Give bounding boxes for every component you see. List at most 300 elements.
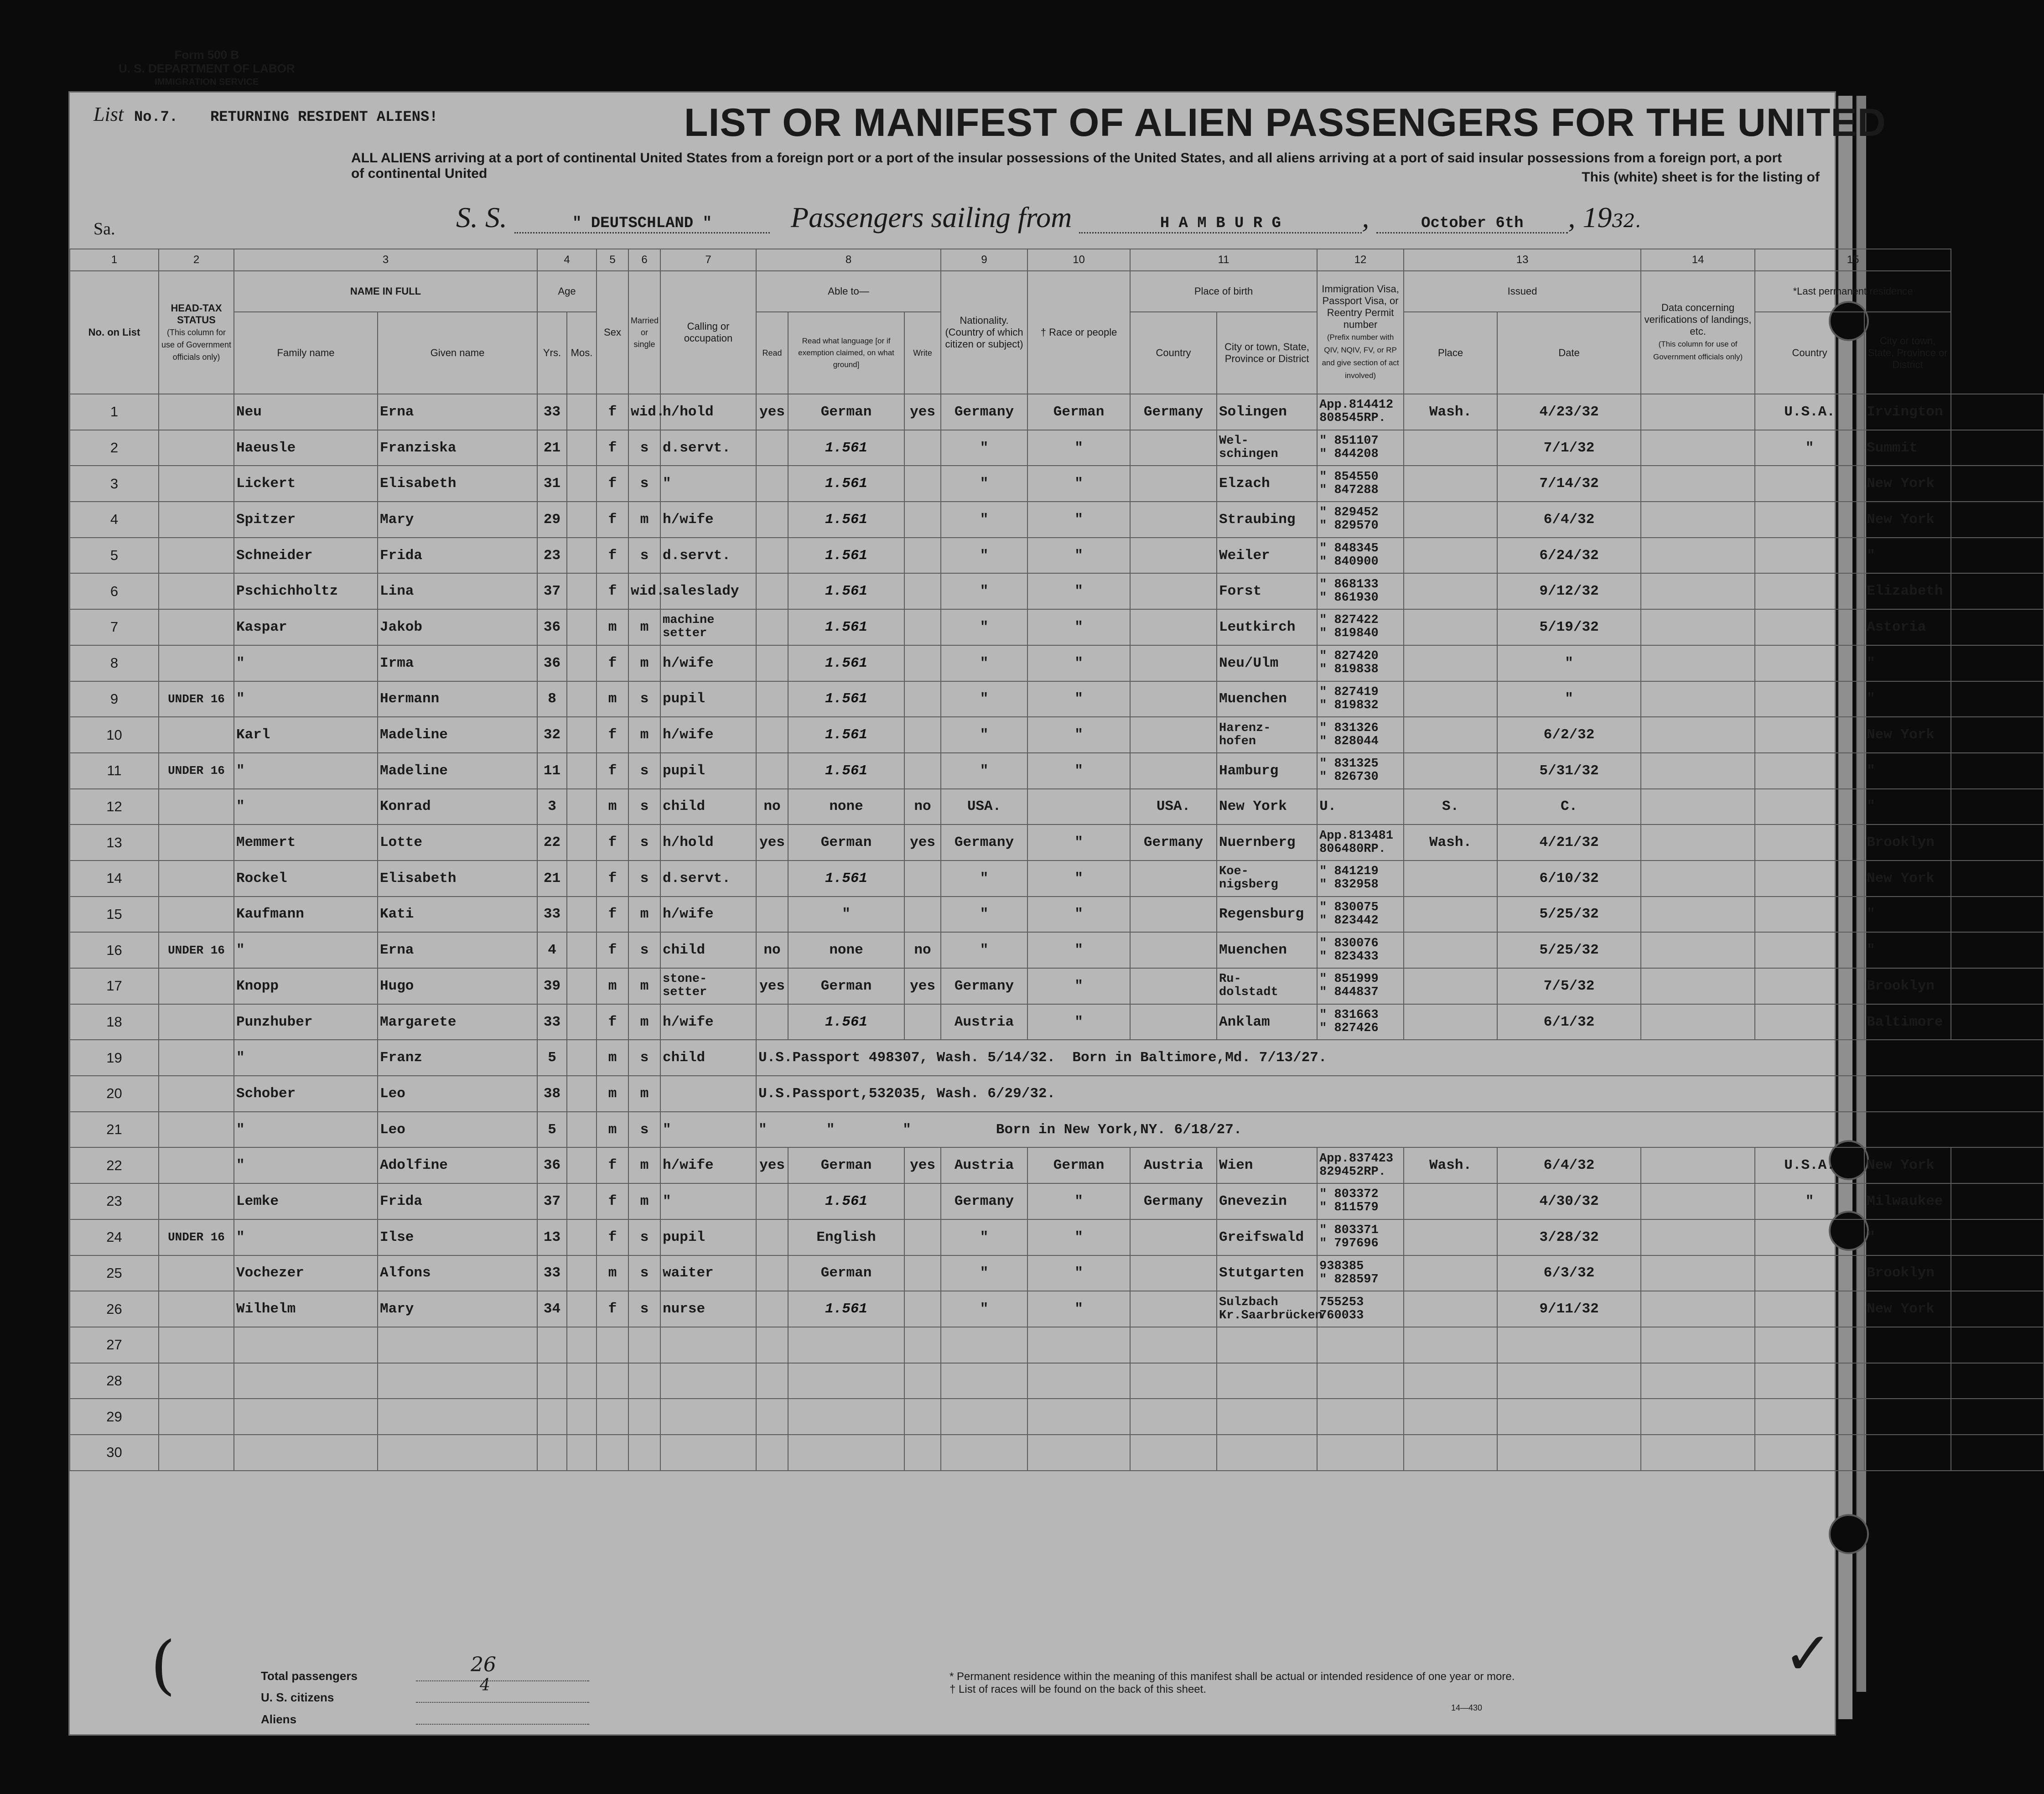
nationality-cell: Germany	[941, 968, 1027, 1004]
head-tax-status-cell	[159, 1327, 234, 1363]
sex-cell: m	[597, 681, 628, 717]
visa-number-cell	[1317, 1435, 1404, 1471]
margin-check-cell	[1951, 573, 2044, 609]
occupation-cell: child	[660, 932, 756, 968]
header-birth-city: City or town, State, Province or District	[1217, 312, 1317, 394]
header-issued-place: Place	[1404, 312, 1497, 394]
can-write-cell	[904, 753, 941, 789]
sex-cell: f	[597, 645, 628, 681]
marital-status-cell: m	[628, 968, 660, 1004]
verification-data-cell	[1641, 1435, 1755, 1471]
head-tax-status-cell	[159, 1112, 234, 1148]
row-number-cell: 3	[70, 466, 159, 502]
given-name-cell: Leo	[378, 1076, 537, 1112]
birth-country-cell	[1130, 1291, 1217, 1327]
occupation-cell: h/wife	[660, 1147, 756, 1183]
nationality-cell: "	[941, 897, 1027, 933]
birth-country-cell	[1130, 932, 1217, 968]
nationality-cell: Austria	[941, 1147, 1027, 1183]
issued-place-cell	[1404, 681, 1497, 717]
list-type: RETURNING RESIDENT ALIENS!	[210, 109, 438, 125]
marital-status-cell: m	[628, 717, 660, 753]
birth-country-cell	[1130, 538, 1217, 574]
age-months-cell	[567, 1435, 597, 1471]
age-months-cell	[567, 1183, 597, 1219]
age-months-cell	[567, 1255, 597, 1291]
race-cell: "	[1027, 1183, 1130, 1219]
passport-note-cell: U.S.Passport 498307, Wash. 5/14/32. Born in Baltimore,Md. 7/13/27.	[756, 1040, 2044, 1076]
issued-place-cell	[1404, 1183, 1497, 1219]
residence-country-cell	[1755, 1327, 1864, 1363]
read-language-cell: 1.561	[788, 502, 904, 538]
marital-status-cell: s	[628, 430, 660, 466]
family-name-cell: Kaufmann	[234, 897, 378, 933]
can-write-cell: yes	[904, 1147, 941, 1183]
age-months-cell	[567, 932, 597, 968]
total-passengers-label: Total passengers	[261, 1669, 358, 1683]
can-write-cell	[904, 1183, 941, 1219]
issued-date-cell: 6/24/32	[1497, 538, 1641, 574]
family-name-cell: Kaspar	[234, 609, 378, 645]
can-write-cell	[904, 681, 941, 717]
residence-city-cell: "	[1864, 932, 1951, 968]
ship-line: S. S. " DEUTSCHLAND " Passengers sailing from H A M B U R G , October 6th , 1932.	[456, 201, 1641, 233]
issued-place-cell	[1404, 932, 1497, 968]
issued-place-cell	[1404, 1363, 1497, 1399]
nationality-cell: "	[941, 430, 1027, 466]
family-name-cell: Schober	[234, 1076, 378, 1112]
residence-country-cell	[1755, 1363, 1864, 1399]
can-read-cell	[756, 573, 788, 609]
margin-check-cell	[1951, 394, 2044, 430]
age-months-cell	[567, 753, 597, 789]
can-read-cell	[756, 717, 788, 753]
age-years-cell: 32	[537, 717, 567, 753]
nationality-cell: "	[941, 538, 1027, 574]
occupation-cell: d.servt.	[660, 538, 756, 574]
header-yrs: Yrs.	[537, 312, 567, 394]
race-cell: "	[1027, 538, 1130, 574]
aliens-label: Aliens	[261, 1712, 297, 1726]
given-name-cell: Franz	[378, 1040, 537, 1076]
given-name-cell: Erna	[378, 932, 537, 968]
sex-cell: f	[597, 932, 628, 968]
can-read-cell: no	[756, 789, 788, 825]
age-months-cell	[567, 1147, 597, 1183]
sex-cell: f	[597, 861, 628, 897]
sex-cell: f	[597, 753, 628, 789]
residence-city-cell: Summit	[1864, 430, 1951, 466]
marital-status-cell: s	[628, 789, 660, 825]
family-name-cell: Haeusle	[234, 430, 378, 466]
can-read-cell: yes	[756, 1147, 788, 1183]
race-cell: "	[1027, 753, 1130, 789]
age-months-cell	[567, 430, 597, 466]
nationality-cell	[941, 1399, 1027, 1435]
header-family-name: Family name	[234, 312, 378, 394]
issued-date-cell: 7/14/32	[1497, 466, 1641, 502]
margin-check-cell	[1951, 1147, 2044, 1183]
row-number-cell: 14	[70, 861, 159, 897]
given-name-cell	[378, 1399, 537, 1435]
can-read-cell: yes	[756, 824, 788, 861]
age-months-cell	[567, 1112, 597, 1148]
given-name-cell: Alfons	[378, 1255, 537, 1291]
family-name-cell: Lickert	[234, 466, 378, 502]
verification-data-cell	[1641, 824, 1755, 861]
ss-label: S. S.	[456, 201, 507, 233]
issued-date-cell: 5/31/32	[1497, 753, 1641, 789]
us-citizens-label: U. S. citizens	[261, 1690, 334, 1704]
sex-cell: f	[597, 394, 628, 430]
read-language-cell: none	[788, 932, 904, 968]
issued-date-cell: 6/3/32	[1497, 1255, 1641, 1291]
form-number: Form 500 B	[174, 48, 239, 62]
race-cell: "	[1027, 717, 1130, 753]
marital-status-cell: m	[628, 609, 660, 645]
visa-number-cell: 938385 " 828597	[1317, 1255, 1404, 1291]
table-row	[70, 1040, 2044, 1076]
given-name-cell	[378, 1435, 537, 1471]
departure-port: H A M B U R G	[1079, 215, 1362, 233]
passport-note-cell: U.S.Passport,532035, Wash. 6/29/32.	[756, 1076, 2044, 1112]
occupation-cell: pupil	[660, 681, 756, 717]
birth-city-cell: Nuernberg	[1217, 824, 1317, 861]
given-name-cell: Franziska	[378, 430, 537, 466]
residence-city-cell: "	[1864, 897, 1951, 933]
given-name-cell: Erna	[378, 394, 537, 430]
given-name-cell: Lotte	[378, 824, 537, 861]
marital-status-cell: m	[628, 1147, 660, 1183]
read-language-cell: 1.561	[788, 717, 904, 753]
row-number-cell: 29	[70, 1399, 159, 1435]
sex-cell: f	[597, 897, 628, 933]
issued-place-cell	[1404, 717, 1497, 753]
visa-number-cell: " 848345 " 840900	[1317, 538, 1404, 574]
header-write: Write	[904, 312, 941, 394]
read-language-cell: 1.561	[788, 609, 904, 645]
occupation-cell: stone- setter	[660, 968, 756, 1004]
sex-cell: f	[597, 502, 628, 538]
birth-country-cell	[1130, 466, 1217, 502]
table-row	[70, 538, 2044, 574]
occupation-cell	[660, 1327, 756, 1363]
verification-data-cell	[1641, 573, 1755, 609]
issued-place-cell	[1404, 1327, 1497, 1363]
nationality-cell: "	[941, 466, 1027, 502]
issued-date-cell: 6/4/32	[1497, 1147, 1641, 1183]
age-years-cell	[537, 1399, 567, 1435]
sex-cell	[597, 1363, 628, 1399]
marital-status-cell: s	[628, 1291, 660, 1327]
head-tax-status-cell	[159, 1363, 234, 1399]
header-last-residence: *Last permanent residence	[1755, 271, 1951, 312]
margin-check-cell	[1951, 1183, 2044, 1219]
issued-place-cell	[1404, 1219, 1497, 1255]
list-number-line	[93, 103, 438, 126]
race-cell: "	[1027, 1219, 1130, 1255]
given-name-cell: Frida	[378, 538, 537, 574]
age-years-cell: 36	[537, 1147, 567, 1183]
visa-number-cell	[1317, 1327, 1404, 1363]
age-years-cell: 21	[537, 430, 567, 466]
can-read-cell	[756, 1327, 788, 1363]
birth-city-cell: Hamburg	[1217, 753, 1317, 789]
age-months-cell	[567, 1219, 597, 1255]
can-read-cell	[756, 1435, 788, 1471]
age-years-cell: 5	[537, 1112, 567, 1148]
marital-status-cell: s	[628, 466, 660, 502]
marital-status-cell: s	[628, 681, 660, 717]
residence-city-cell: New York	[1864, 502, 1951, 538]
family-name-cell: Punzhuber	[234, 1004, 378, 1040]
row-number-cell: 17	[70, 968, 159, 1004]
residence-city-cell	[1864, 1399, 1951, 1435]
birth-country-cell	[1130, 573, 1217, 609]
read-language-cell: 1.561	[788, 538, 904, 574]
row-number-cell: 25	[70, 1255, 159, 1291]
birth-country-cell	[1130, 609, 1217, 645]
margin-check-cell	[1951, 717, 2044, 753]
marital-status-cell	[628, 1327, 660, 1363]
issued-place-cell	[1404, 861, 1497, 897]
margin-check-cell	[1951, 1219, 2044, 1255]
birth-city-cell	[1217, 1399, 1317, 1435]
table-row	[70, 1183, 2044, 1219]
head-tax-status-cell	[159, 968, 234, 1004]
race-cell: "	[1027, 502, 1130, 538]
sex-cell: f	[597, 717, 628, 753]
issued-place-cell	[1404, 1004, 1497, 1040]
handwritten-check: ✓	[1783, 1619, 1833, 1688]
birth-country-cell	[1130, 717, 1217, 753]
family-name-cell: "	[234, 681, 378, 717]
nationality-cell: "	[941, 502, 1027, 538]
table-row	[70, 609, 2044, 645]
row-number-cell: 5	[70, 538, 159, 574]
age-years-cell: 33	[537, 1004, 567, 1040]
occupation-cell	[660, 1435, 756, 1471]
verification-data-cell	[1641, 861, 1755, 897]
header-sex: Sex	[597, 271, 628, 394]
issued-place-cell	[1404, 538, 1497, 574]
nationality-cell: "	[941, 932, 1027, 968]
birth-country-cell	[1130, 1219, 1217, 1255]
can-write-cell	[904, 897, 941, 933]
birth-city-cell	[1217, 1327, 1317, 1363]
given-name-cell: Margarete	[378, 1004, 537, 1040]
family-name-cell: Spitzer	[234, 502, 378, 538]
issued-place-cell	[1404, 609, 1497, 645]
birth-country-cell	[1130, 1399, 1217, 1435]
can-write-cell	[904, 430, 941, 466]
birth-city-cell: Greifswald	[1217, 1219, 1317, 1255]
us-citizens-value: 4	[480, 1676, 490, 1695]
given-name-cell: Hugo	[378, 968, 537, 1004]
birth-city-cell: Stutgarten	[1217, 1255, 1317, 1291]
birth-country-cell	[1130, 753, 1217, 789]
verification-data-cell	[1641, 932, 1755, 968]
residence-city-cell: "	[1864, 789, 1951, 825]
read-language-cell	[788, 1435, 904, 1471]
age-years-cell: 37	[537, 573, 567, 609]
given-name-cell: Jakob	[378, 609, 537, 645]
age-months-cell	[567, 897, 597, 933]
birth-city-cell: Weiler	[1217, 538, 1317, 574]
issued-place-cell	[1404, 1435, 1497, 1471]
row-number-cell: 24	[70, 1219, 159, 1255]
issued-date-cell: 7/5/32	[1497, 968, 1641, 1004]
age-months-cell	[567, 1399, 597, 1435]
occupation-cell: "	[660, 1112, 756, 1148]
head-tax-status-cell: UNDER 16	[159, 753, 234, 789]
residence-city-cell	[1864, 1435, 1951, 1471]
head-tax-status-cell	[159, 717, 234, 753]
issued-place-cell: Wash.	[1404, 1147, 1497, 1183]
verification-data-cell	[1641, 789, 1755, 825]
family-name-cell: "	[234, 1040, 378, 1076]
issued-date-cell	[1497, 1363, 1641, 1399]
birth-country-cell	[1130, 502, 1217, 538]
head-tax-status-cell	[159, 824, 234, 861]
residence-city-cell: Brooklyn	[1864, 1255, 1951, 1291]
table-row	[70, 824, 2044, 861]
nationality-cell: "	[941, 573, 1027, 609]
header-calling: Calling or occupation	[660, 271, 756, 394]
residence-country-cell	[1755, 1255, 1864, 1291]
sex-cell: m	[597, 1112, 628, 1148]
head-tax-status-cell	[159, 645, 234, 681]
age-years-cell: 36	[537, 645, 567, 681]
residence-city-cell: New York	[1864, 1291, 1951, 1327]
issued-place-cell: S.	[1404, 789, 1497, 825]
residence-city-cell: Irvington	[1864, 394, 1951, 430]
issued-date-cell: 5/19/32	[1497, 609, 1641, 645]
race-cell	[1027, 1363, 1130, 1399]
age-months-cell	[567, 717, 597, 753]
can-write-cell: yes	[904, 824, 941, 861]
birth-country-cell	[1130, 645, 1217, 681]
verification-data-cell	[1641, 968, 1755, 1004]
residence-country-cell	[1755, 1004, 1864, 1040]
verification-data-cell	[1641, 1291, 1755, 1327]
occupation-cell: h/wife	[660, 645, 756, 681]
sex-cell: f	[597, 824, 628, 861]
birth-country-cell	[1130, 1255, 1217, 1291]
issued-date-cell	[1497, 1435, 1641, 1471]
verification-data-cell	[1641, 897, 1755, 933]
header-issued-date: Date	[1497, 312, 1641, 394]
department-name: U. S. DEPARTMENT OF LABOR	[119, 62, 295, 75]
head-tax-status-cell	[159, 502, 234, 538]
occupation-cell: "	[660, 1183, 756, 1219]
margin-check-cell	[1951, 1399, 2044, 1435]
marital-status-cell: s	[628, 1219, 660, 1255]
visa-number-cell: App.837423 829452RP.	[1317, 1147, 1404, 1183]
table-row	[70, 861, 2044, 897]
header-mos: Mos.	[567, 312, 597, 394]
birth-city-cell: Leutkirch	[1217, 609, 1317, 645]
marital-status-cell: s	[628, 538, 660, 574]
table-row	[70, 1291, 2044, 1327]
form-identification	[119, 48, 295, 89]
head-tax-status-cell	[159, 1255, 234, 1291]
can-read-cell	[756, 466, 788, 502]
age-years-cell: 4	[537, 932, 567, 968]
verification-data-cell	[1641, 502, 1755, 538]
occupation-cell: h/hold	[660, 394, 756, 430]
row-number-cell: 20	[70, 1076, 159, 1112]
nationality-cell: "	[941, 753, 1027, 789]
residence-city-cell: New York	[1864, 861, 1951, 897]
birth-city-cell: Koe- nigsberg	[1217, 861, 1317, 897]
visa-number-cell: 755253 760033	[1317, 1291, 1404, 1327]
visa-number-cell: U.	[1317, 789, 1404, 825]
sex-cell: m	[597, 1255, 628, 1291]
verification-data-cell	[1641, 717, 1755, 753]
read-language-cell	[788, 1399, 904, 1435]
head-tax-status-cell	[159, 1291, 234, 1327]
sex-cell: f	[597, 1219, 628, 1255]
race-cell	[1027, 789, 1130, 825]
sa-label: Sa.	[93, 219, 115, 239]
read-language-cell: 1.561	[788, 645, 904, 681]
visa-number-cell: " 851999 " 844837	[1317, 968, 1404, 1004]
family-name-cell: Memmert	[234, 824, 378, 861]
given-name-cell: Hermann	[378, 681, 537, 717]
can-write-cell	[904, 1219, 941, 1255]
read-language-cell	[788, 1363, 904, 1399]
can-read-cell	[756, 1219, 788, 1255]
age-months-cell	[567, 1327, 597, 1363]
age-years-cell: 33	[537, 897, 567, 933]
margin-check-cell	[1951, 1327, 2044, 1363]
residence-country-cell	[1755, 1291, 1864, 1327]
head-tax-status-cell	[159, 573, 234, 609]
can-write-cell	[904, 1435, 941, 1471]
can-read-cell	[756, 681, 788, 717]
issued-place-cell	[1404, 573, 1497, 609]
family-name-cell: "	[234, 1219, 378, 1255]
row-number-cell: 6	[70, 573, 159, 609]
family-name-cell	[234, 1327, 378, 1363]
birth-country-cell: Germany	[1130, 1183, 1217, 1219]
footer-summary	[69, 1639, 1833, 1731]
can-write-cell	[904, 609, 941, 645]
table-row	[70, 1399, 2044, 1435]
given-name-cell: Lina	[378, 573, 537, 609]
table-row	[70, 502, 2044, 538]
verification-data-cell	[1641, 394, 1755, 430]
can-read-cell	[756, 861, 788, 897]
issued-place-cell: Wash.	[1404, 824, 1497, 861]
verification-data-cell	[1641, 1363, 1755, 1399]
read-language-cell: 1.561	[788, 861, 904, 897]
verification-data-cell	[1641, 1399, 1755, 1435]
row-number-cell: 2	[70, 430, 159, 466]
age-months-cell	[567, 824, 597, 861]
residence-city-cell: "	[1864, 753, 1951, 789]
header-no-on-list: No. on List	[70, 271, 159, 394]
age-years-cell	[537, 1435, 567, 1471]
table-row	[70, 717, 2044, 753]
age-years-cell: 29	[537, 502, 567, 538]
issued-place-cell	[1404, 645, 1497, 681]
residence-city-cell: "	[1864, 538, 1951, 574]
family-name-cell: Neu	[234, 394, 378, 430]
nationality-cell: USA.	[941, 789, 1027, 825]
age-years-cell: 37	[537, 1183, 567, 1219]
